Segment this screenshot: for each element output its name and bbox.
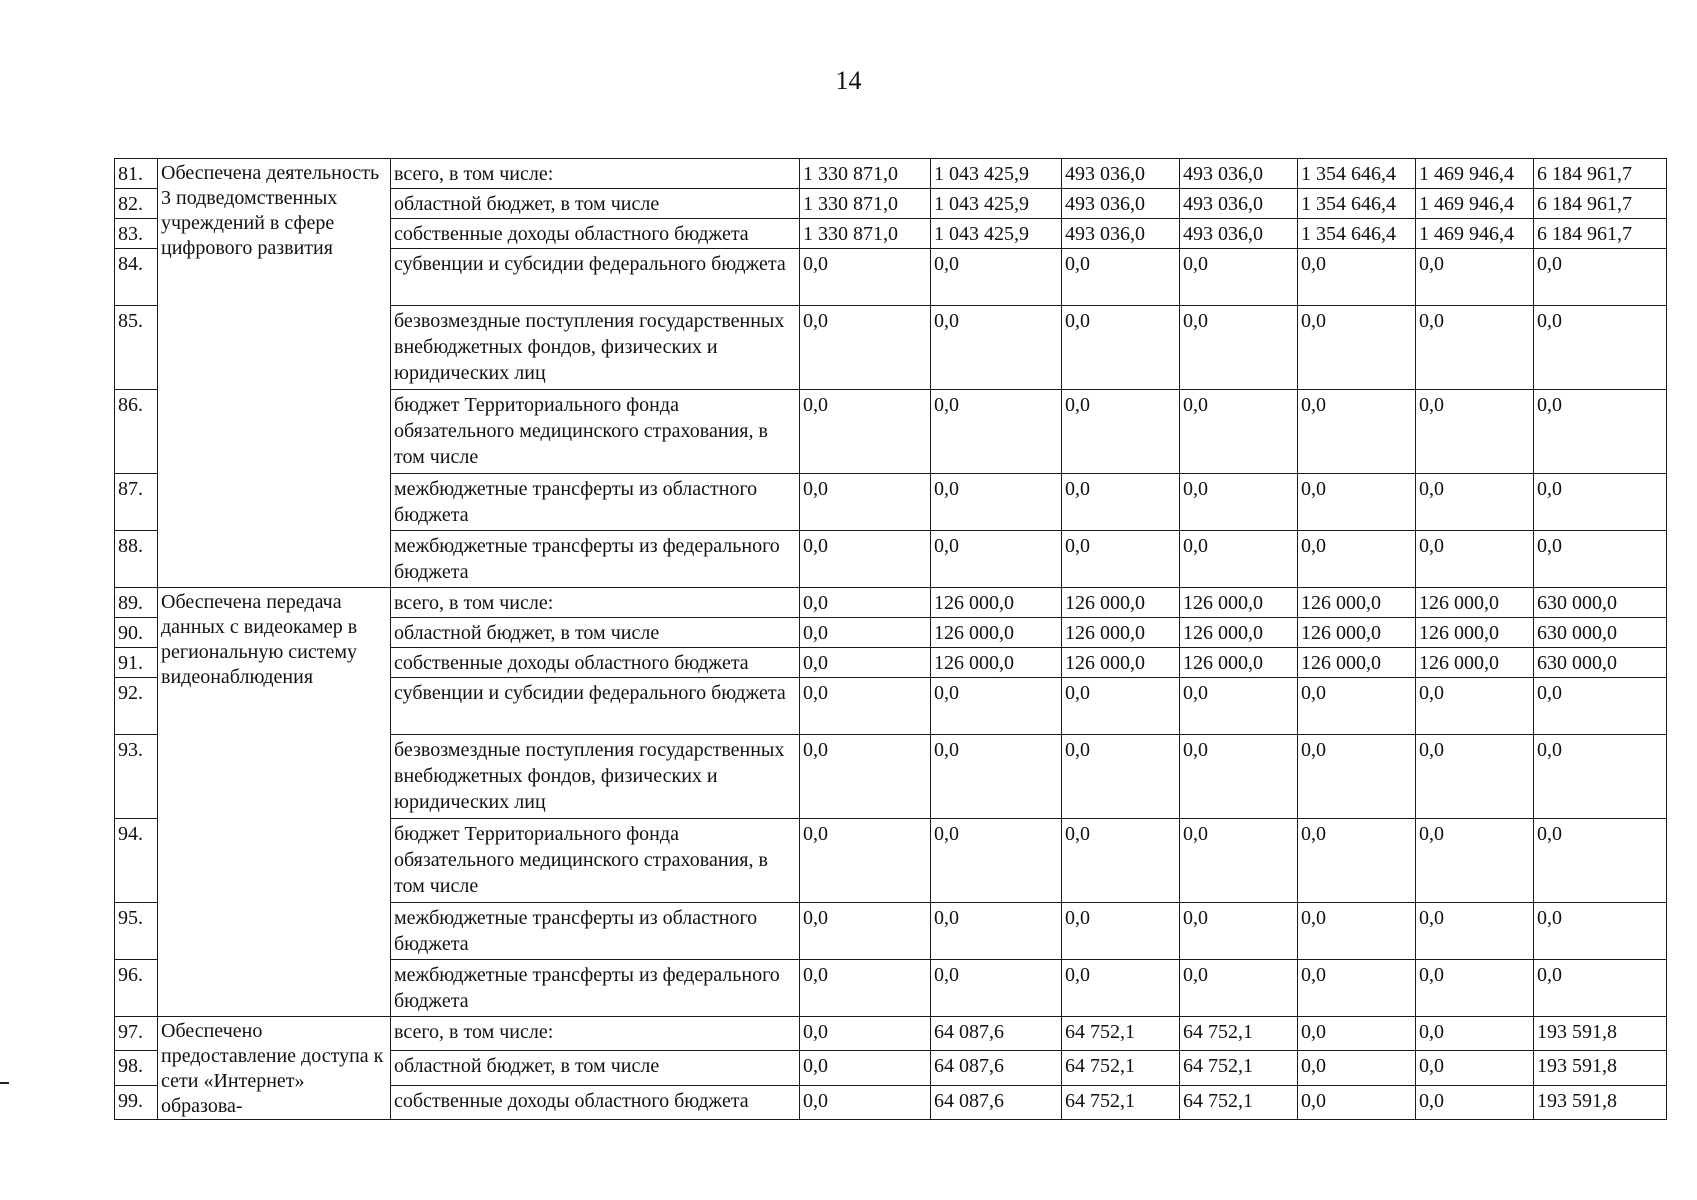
funding-source: безвозмездные поступления государственных внебюджетных фондов, физических и юридических лиц (391, 306, 800, 390)
year-value: 0,0 (800, 1085, 931, 1119)
total-value: 0,0 (1534, 531, 1667, 588)
row-number: 99. (115, 1085, 158, 1119)
total-value: 193 591,8 (1534, 1017, 1667, 1051)
year-value: 0,0 (1298, 306, 1416, 390)
goal-description: Обеспечена деятельность 3 подведомственных учреждений в сфере цифрового развития (158, 159, 391, 588)
year-value: 0,0 (1298, 1051, 1416, 1085)
total-value: 0,0 (1534, 735, 1667, 819)
year-value: 64 752,1 (1180, 1085, 1298, 1119)
total-value: 0,0 (1534, 474, 1667, 531)
year-value: 1 354 646,4 (1298, 189, 1416, 219)
year-value: 0,0 (1180, 678, 1298, 735)
year-value: 0,0 (1416, 306, 1534, 390)
year-value: 0,0 (800, 903, 931, 960)
year-value: 0,0 (1180, 390, 1298, 474)
year-value: 126 000,0 (1062, 648, 1180, 678)
year-value: 0,0 (931, 474, 1062, 531)
row-number: 90. (115, 618, 158, 648)
funding-source: областной бюджет, в том числе (391, 618, 800, 648)
year-value: 126 000,0 (1062, 618, 1180, 648)
year-value: 0,0 (1180, 819, 1298, 903)
year-value: 0,0 (1298, 1085, 1416, 1119)
year-value: 126 000,0 (1062, 588, 1180, 618)
year-value: 0,0 (1416, 903, 1534, 960)
funding-source: областной бюджет, в том числе (391, 1051, 800, 1085)
row-number: 86. (115, 390, 158, 474)
year-value: 0,0 (1180, 903, 1298, 960)
row-number: 97. (115, 1017, 158, 1051)
year-value: 0,0 (800, 390, 931, 474)
funding-source: субвенции и субсидии федерального бюджета (391, 249, 800, 306)
year-value: 0,0 (800, 735, 931, 819)
total-value: 0,0 (1534, 819, 1667, 903)
year-value: 0,0 (1180, 531, 1298, 588)
year-value: 0,0 (1298, 249, 1416, 306)
funding-source: бюджет Территориального фонда обязательного медицинского страхования, в том числе (391, 390, 800, 474)
funding-source: межбюджетные трансферты из федерального бюджета (391, 960, 800, 1017)
year-value: 0,0 (931, 678, 1062, 735)
total-value: 0,0 (1534, 678, 1667, 735)
funding-source: собственные доходы областного бюджета (391, 648, 800, 678)
year-value: 0,0 (1062, 903, 1180, 960)
row-number: 95. (115, 903, 158, 960)
year-value: 0,0 (1062, 960, 1180, 1017)
page-number: 14 (835, 66, 862, 95)
table-row (115, 588, 1667, 618)
year-value: 0,0 (1062, 735, 1180, 819)
funding-source: межбюджетные трансферты из областного бюджета (391, 474, 800, 531)
year-value: 0,0 (1062, 249, 1180, 306)
total-value: 630 000,0 (1534, 618, 1667, 648)
year-value: 1 469 946,4 (1416, 189, 1534, 219)
year-value: 0,0 (931, 306, 1062, 390)
margin-mark (0, 1082, 9, 1084)
year-value: 1 043 425,9 (931, 189, 1062, 219)
year-value: 64 087,6 (931, 1017, 1062, 1051)
year-value: 0,0 (931, 960, 1062, 1017)
year-value: 0,0 (931, 819, 1062, 903)
year-value: 126 000,0 (1298, 588, 1416, 618)
year-value: 0,0 (1298, 474, 1416, 531)
year-value: 0,0 (1416, 960, 1534, 1017)
table-row (115, 159, 1667, 189)
year-value: 1 330 871,0 (800, 159, 931, 189)
year-value: 0,0 (1180, 735, 1298, 819)
funding-source: всего, в том числе: (391, 159, 800, 189)
goal-description: Обеспечена передача данных с видеокамер в региональную систему видеонаблюдения (158, 588, 391, 1017)
row-number: 88. (115, 531, 158, 588)
funding-source: межбюджетные трансферты из федерального бюджета (391, 531, 800, 588)
year-value: 1 330 871,0 (800, 219, 931, 249)
year-value: 0,0 (1298, 903, 1416, 960)
year-value: 0,0 (1062, 390, 1180, 474)
year-value: 0,0 (1298, 390, 1416, 474)
year-value: 0,0 (1416, 249, 1534, 306)
year-value: 126 000,0 (931, 588, 1062, 618)
row-number: 87. (115, 474, 158, 531)
funding-source: всего, в том числе: (391, 588, 800, 618)
funding-source: всего, в том числе: (391, 1017, 800, 1051)
year-value: 0,0 (800, 531, 931, 588)
year-value: 0,0 (800, 618, 931, 648)
year-value: 64 087,6 (931, 1051, 1062, 1085)
year-value: 0,0 (1416, 1017, 1534, 1051)
year-value: 0,0 (1180, 306, 1298, 390)
row-number: 89. (115, 588, 158, 618)
total-value: 0,0 (1534, 903, 1667, 960)
year-value: 64 752,1 (1062, 1017, 1180, 1051)
year-value: 0,0 (800, 249, 931, 306)
total-value: 630 000,0 (1534, 648, 1667, 678)
total-value: 6 184 961,7 (1534, 219, 1667, 249)
funding-source: бюджет Территориального фонда обязательного медицинского страхования, в том числе (391, 819, 800, 903)
year-value: 0,0 (1416, 474, 1534, 531)
year-value: 126 000,0 (1298, 648, 1416, 678)
year-value: 0,0 (1062, 306, 1180, 390)
funding-source: межбюджетные трансферты из областного бюджета (391, 903, 800, 960)
year-value: 0,0 (1062, 531, 1180, 588)
year-value: 126 000,0 (1180, 588, 1298, 618)
year-value: 64 752,1 (1180, 1051, 1298, 1085)
row-number: 81. (115, 159, 158, 189)
year-value: 64 752,1 (1062, 1051, 1180, 1085)
year-value: 126 000,0 (1416, 588, 1534, 618)
year-value: 1 469 946,4 (1416, 159, 1534, 189)
year-value: 1 330 871,0 (800, 189, 931, 219)
year-value: 1 043 425,9 (931, 219, 1062, 249)
year-value: 0,0 (1180, 249, 1298, 306)
year-value: 0,0 (1298, 735, 1416, 819)
year-value: 0,0 (931, 531, 1062, 588)
total-value: 0,0 (1534, 306, 1667, 390)
year-value: 0,0 (1062, 474, 1180, 531)
year-value: 1 469 946,4 (1416, 219, 1534, 249)
row-number: 91. (115, 648, 158, 678)
year-value: 0,0 (1180, 474, 1298, 531)
funding-source: областной бюджет, в том числе (391, 189, 800, 219)
row-number: 84. (115, 249, 158, 306)
total-value: 6 184 961,7 (1534, 159, 1667, 189)
year-value: 493 036,0 (1062, 159, 1180, 189)
year-value: 1 354 646,4 (1298, 219, 1416, 249)
year-value: 64 087,6 (931, 1085, 1062, 1119)
year-value: 0,0 (800, 588, 931, 618)
row-number: 92. (115, 678, 158, 735)
year-value: 0,0 (1416, 531, 1534, 588)
year-value: 0,0 (800, 306, 931, 390)
year-value: 0,0 (931, 903, 1062, 960)
row-number: 96. (115, 960, 158, 1017)
year-value: 1 354 646,4 (1298, 159, 1416, 189)
budget-table-body (115, 159, 1667, 1120)
year-value: 0,0 (1062, 819, 1180, 903)
year-value: 0,0 (1298, 678, 1416, 735)
row-number: 94. (115, 819, 158, 903)
table-row (115, 1017, 1667, 1051)
year-value: 493 036,0 (1062, 219, 1180, 249)
goal-description: Обеспечено предоставление доступа к сети «Интернет» образова- (158, 1017, 391, 1120)
year-value: 0,0 (931, 735, 1062, 819)
year-value: 126 000,0 (1298, 618, 1416, 648)
year-value: 126 000,0 (931, 618, 1062, 648)
year-value: 0,0 (800, 1017, 931, 1051)
total-value: 6 184 961,7 (1534, 189, 1667, 219)
year-value: 0,0 (800, 819, 931, 903)
row-number: 82. (115, 189, 158, 219)
year-value: 493 036,0 (1062, 189, 1180, 219)
year-value: 0,0 (800, 1051, 931, 1085)
year-value: 0,0 (1298, 960, 1416, 1017)
year-value: 0,0 (1416, 819, 1534, 903)
row-number: 98. (115, 1051, 158, 1085)
year-value: 0,0 (1416, 390, 1534, 474)
year-value: 126 000,0 (1180, 648, 1298, 678)
total-value: 0,0 (1534, 960, 1667, 1017)
year-value: 493 036,0 (1180, 159, 1298, 189)
total-value: 0,0 (1534, 390, 1667, 474)
total-value: 630 000,0 (1534, 588, 1667, 618)
year-value: 0,0 (800, 474, 931, 531)
year-value: 0,0 (1180, 960, 1298, 1017)
year-value: 0,0 (800, 678, 931, 735)
year-value: 64 752,1 (1062, 1085, 1180, 1119)
year-value: 0,0 (1416, 1085, 1534, 1119)
total-value: 193 591,8 (1534, 1051, 1667, 1085)
year-value: 0,0 (931, 390, 1062, 474)
year-value: 0,0 (931, 249, 1062, 306)
year-value: 0,0 (1298, 531, 1416, 588)
year-value: 0,0 (1416, 1051, 1534, 1085)
year-value: 0,0 (1298, 1017, 1416, 1051)
year-value: 0,0 (1298, 819, 1416, 903)
year-value: 126 000,0 (1416, 648, 1534, 678)
row-number: 85. (115, 306, 158, 390)
year-value: 0,0 (1416, 735, 1534, 819)
year-value: 0,0 (1062, 678, 1180, 735)
funding-source: собственные доходы областного бюджета (391, 219, 800, 249)
row-number: 83. (115, 219, 158, 249)
funding-source: собственные доходы областного бюджета (391, 1085, 800, 1119)
funding-source: субвенции и субсидии федерального бюджета (391, 678, 800, 735)
row-number: 93. (115, 735, 158, 819)
funding-source: безвозмездные поступления государственных внебюджетных фондов, физических и юридических лиц (391, 735, 800, 819)
budget-table (114, 158, 1667, 1120)
total-value: 0,0 (1534, 249, 1667, 306)
year-value: 64 752,1 (1180, 1017, 1298, 1051)
year-value: 1 043 425,9 (931, 159, 1062, 189)
year-value: 0,0 (800, 960, 931, 1017)
year-value: 0,0 (800, 648, 931, 678)
year-value: 126 000,0 (1180, 618, 1298, 648)
year-value: 0,0 (1416, 678, 1534, 735)
year-value: 493 036,0 (1180, 219, 1298, 249)
year-value: 126 000,0 (1416, 618, 1534, 648)
year-value: 126 000,0 (931, 648, 1062, 678)
total-value: 193 591,8 (1534, 1085, 1667, 1119)
year-value: 493 036,0 (1180, 189, 1298, 219)
